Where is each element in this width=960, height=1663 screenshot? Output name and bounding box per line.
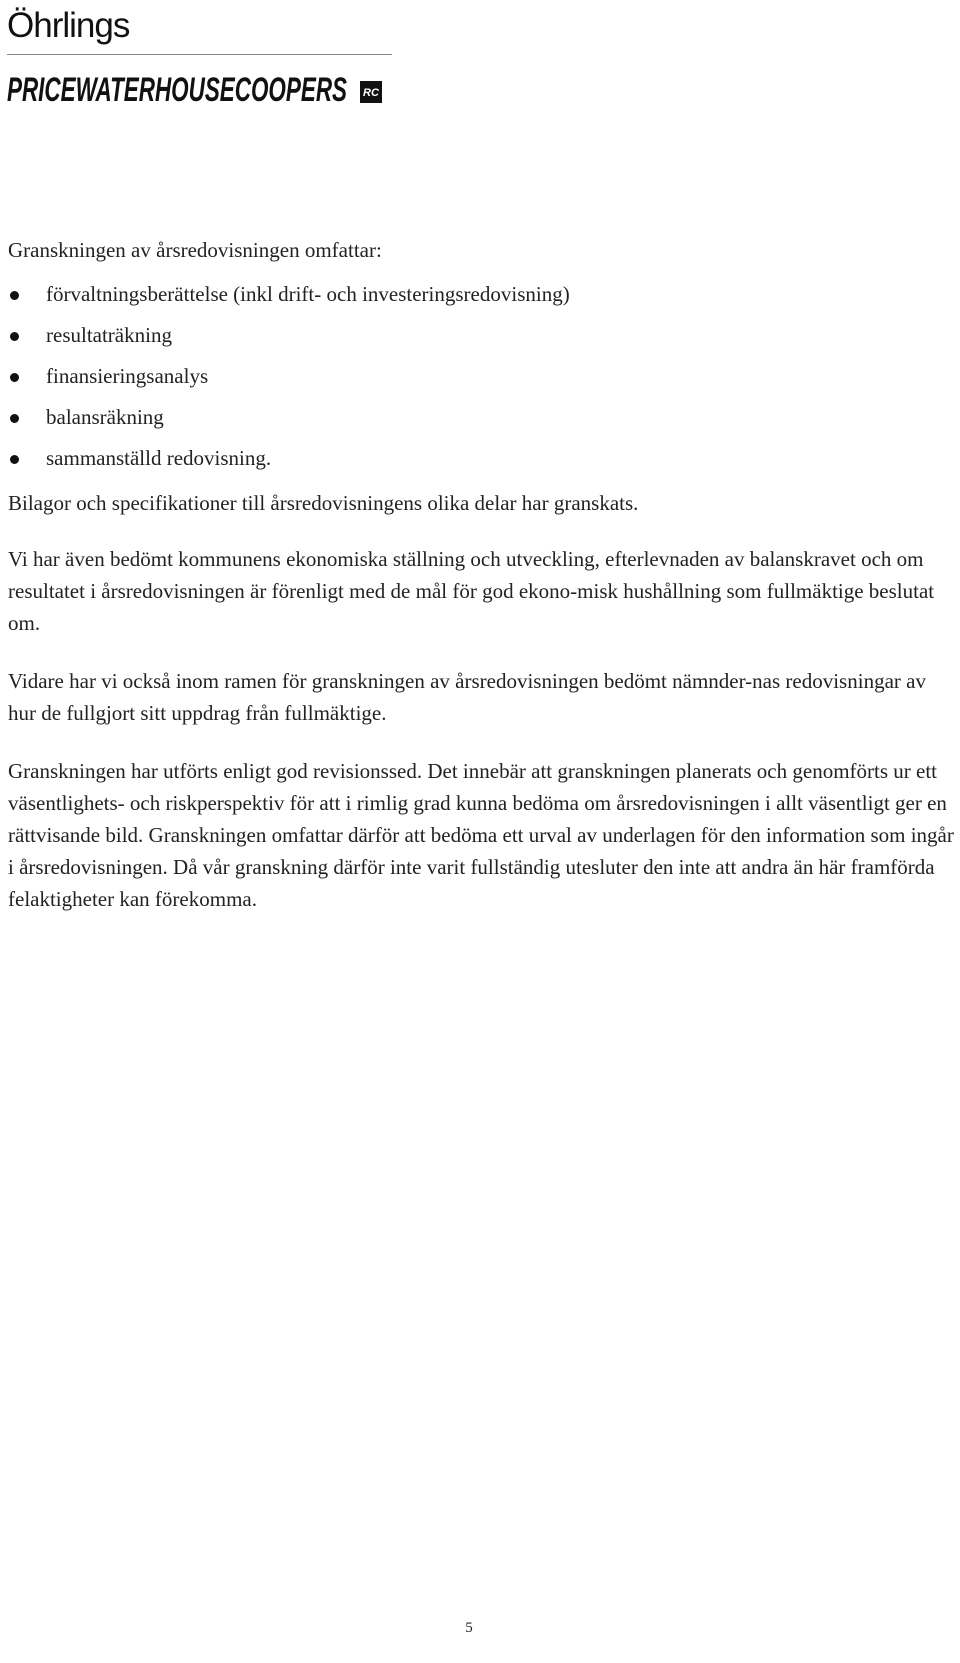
letterhead — [7, 6, 387, 109]
seal-text: RC — [363, 87, 379, 99]
list-item-text: förvaltningsberättelse (inkl drift- och investeringsredovisning) — [46, 282, 570, 306]
list-item — [8, 397, 958, 438]
list-item-text: sammanställd redovisning. — [46, 446, 272, 470]
page-number: 5 — [465, 1620, 473, 1636]
bullet-icon — [10, 414, 19, 423]
bullet-icon — [10, 332, 19, 341]
bullet-icon — [10, 291, 19, 300]
document-body — [8, 234, 958, 915]
seal-icon — [360, 81, 382, 103]
list-item-text: finansieringsanalys — [46, 364, 209, 388]
brand-ohrlings: Öhrlings — [7, 6, 130, 45]
brand-logo — [7, 65, 387, 109]
brand-main-text: PRICEWATERHOUSECOOPERS — [7, 71, 348, 109]
paragraph-namnder: Vidare har vi också inom ramen för granskningen av årsredovisningen bedömt nämnder-nas redovisningar av hur de fullgjort sitt uppdrag från fullmäktige. — [8, 669, 926, 725]
bullet-icon — [10, 373, 19, 382]
list-item-text: balansräkning — [46, 405, 164, 429]
list-item-text: resultaträkning — [46, 323, 172, 347]
scope-intro: Granskningen av årsredovisningen omfattar: — [8, 238, 382, 262]
scope-list — [8, 274, 958, 479]
list-item — [8, 315, 958, 356]
bullet-icon — [10, 455, 19, 464]
list-item — [8, 274, 958, 315]
pricewaterhousecoopers-wordmark — [7, 65, 352, 109]
list-item — [8, 356, 958, 397]
brand-divider — [7, 54, 392, 55]
paragraph-revisionssed: Granskningen har utförts enligt god revisionssed. Det innebär att granskningen planerats och genomförts ur ett väsentlighets- och riskperspektiv för att i rimlig grad kunna bedöma om årsredovisningen i allt väsentligt ger en rättvisande bild. Granskningen omfattar därför att bedöma ett urval av underlagen för den information som ingår i årsredovisningen. Då vår granskning därför inte varit fullständig utesluter den inte att andra än här framförda felaktigheter kan förekomma. — [8, 759, 954, 911]
list-item — [8, 438, 958, 479]
paragraph-bedomning: Vi har även bedömt kommunens ekonomiska ställning och utveckling, efterlevnaden av balanskravet och om resultatet i årsredovisningen är förenligt med de mål för god ekono-misk hushållning som fullmäktige beslutat om. — [8, 547, 935, 635]
paragraph-bilagor: Bilagor och specifikationer till årsredovisningens olika delar har granskats. — [8, 491, 639, 515]
